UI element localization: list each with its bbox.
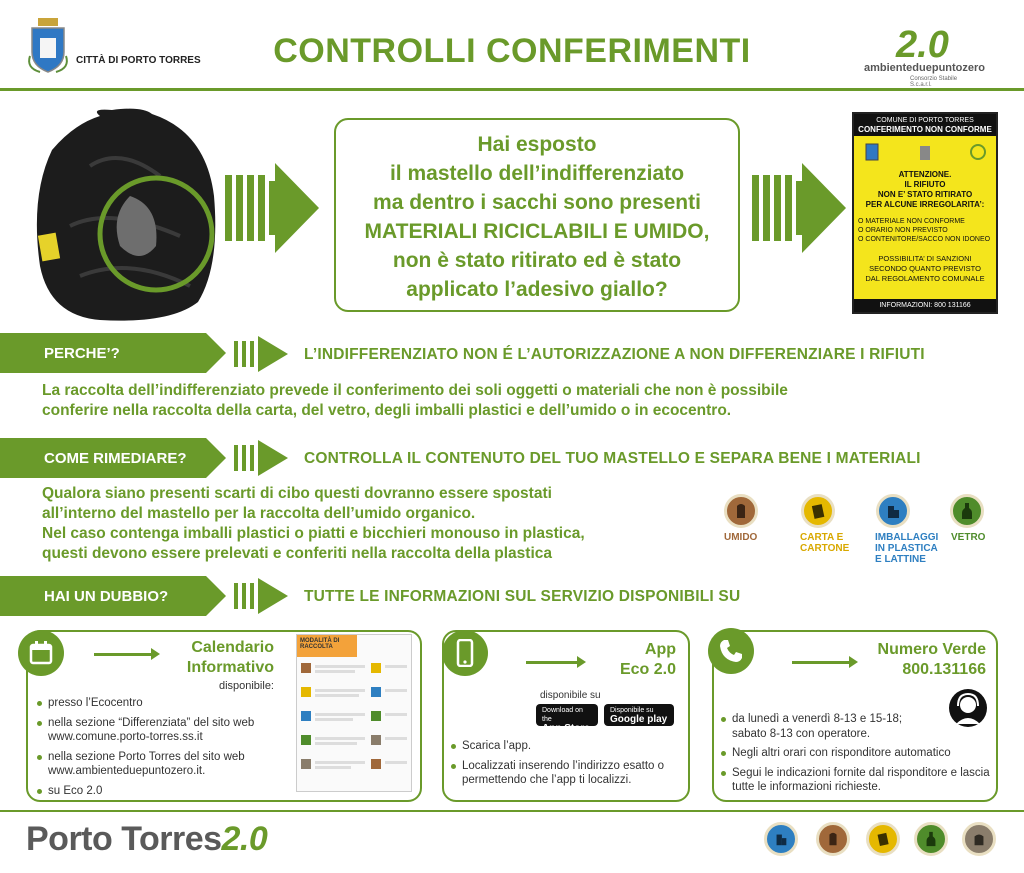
logo-icon (968, 142, 988, 162)
city-name: CITTÀ DI PORTO TORRES (76, 55, 201, 66)
card-arrow (94, 653, 152, 656)
google-play-button[interactable] (604, 704, 674, 726)
arrow-right-icon (258, 440, 288, 476)
sticker-option: O MATERIALE NON CONFORME (858, 218, 965, 225)
hero-line: MATERIALI RICICLABILI E UMIDO, (364, 220, 710, 243)
arrow-right-icon (258, 336, 288, 372)
list-item: Negli altri orari con risponditore automatico (720, 746, 990, 761)
sticker-header (854, 114, 996, 136)
card-title-calendario (168, 638, 274, 678)
arrow-right-icon (269, 163, 319, 253)
brand-sub: Consorzio Stabile S.c.a.r.l. (910, 76, 958, 88)
brand-logo (860, 24, 986, 88)
card-title-numero (860, 640, 986, 680)
bin-icon (915, 142, 935, 162)
hero-line: ma dentro i sacchi sono presenti (373, 191, 701, 214)
sticker-logos (862, 140, 988, 164)
footer-plastica-icon (764, 822, 798, 856)
bin-label-vetro: VETRO (951, 532, 986, 543)
yellow-sticker (852, 112, 998, 314)
sticker-line1: IL RIFIUTO (904, 180, 946, 189)
section-heading-dubbio: TUTTE LE INFORMAZIONI SUL SERVIZIO DISPONIBILI SU (304, 588, 741, 605)
sticker-line2: NON E’ STATO RITIRATO (877, 190, 973, 199)
sticker-sanction: DAL REGOLAMENTO COMUNALE (865, 274, 985, 283)
footer-brand (26, 820, 267, 859)
section-text-perche (42, 381, 788, 421)
section-label-perche: PERCHE’? (0, 333, 206, 373)
title-line: 800.131166 (902, 661, 986, 678)
footer-brand-text: Porto Torres (26, 820, 222, 858)
footer-umido-icon (816, 822, 850, 856)
hero-line: Hai esposto (477, 133, 597, 156)
vetro-bin-icon (950, 494, 984, 528)
appstore-label: App Store (542, 723, 590, 734)
arrow-right-icon (796, 163, 846, 253)
footer-secco-icon (962, 822, 996, 856)
sticker-header2: CONFERIMENTO NON CONFORME (858, 125, 992, 134)
text-line: La raccolta dell’indifferenziato prevede il conferimento dei soli oggetti o materiali che non è possibile (42, 382, 788, 399)
list-item: nella sezione Porto Torres del sito web www.ambienteduepuntozero.it. (36, 750, 286, 779)
footer-vetro-icon (914, 822, 948, 856)
list-item: Localizzati inserendo l’indirizzo esatto o permettendo che l’app ti localizzi. (450, 759, 682, 788)
appstore-small: Download on the (542, 707, 583, 723)
hero-line: non è stato ritirato ed è stato (392, 249, 682, 272)
bin-label-carta: CARTA E CARTONE (800, 532, 850, 554)
hero-message-box (334, 118, 740, 312)
section-label-dubbio: HAI UN DUBBIO? (0, 576, 206, 616)
arrow-right-icon (258, 578, 288, 614)
footer-carta-icon (866, 822, 900, 856)
card-subtitle-calendario: disponibile: (218, 680, 274, 692)
sticker-sanction: SECONDO QUANTO PREVISTO (869, 264, 981, 273)
garbage-bag-image (30, 106, 218, 324)
googleplay-label: Google play (610, 714, 668, 725)
section-text-rimediare (42, 484, 585, 564)
list-item: nella sezione “Differenziata” del sito web www.comune.porto-torres.ss.it (36, 716, 286, 745)
numero-list (720, 712, 990, 800)
sticker-header1: COMUNE DI PORTO TORRES (876, 117, 974, 124)
hero-line: il mastello dell’indifferenziato (389, 162, 685, 185)
calendar-icon (18, 630, 64, 676)
sticker-sanction: POSSIBILITA’ DI SANZIONI (878, 254, 972, 263)
list-item: Scarica l’app. (450, 739, 682, 754)
app-available-label: disponibile su (540, 690, 601, 701)
hero-message (336, 130, 738, 304)
sticker-option: O CONTENITORE/SACCO NON IDONEO (858, 236, 991, 243)
title-line: Eco 2.0 (619, 661, 676, 678)
section-heading-rimediare: CONTROLLA IL CONTENUTO DEL TUO MASTELLO E SEPARA BENE I MATERIALI (304, 450, 921, 467)
sticker-line3: PER ALCUNE IRREGOLARITA’: (865, 200, 985, 209)
text-line: Nel caso contenga imballi plastici o piatti e bicchieri monouso in plastica, (42, 525, 585, 542)
bin-label-umido: UMIDO (724, 532, 758, 543)
list-item: da lunedì a venerdì 8-13 e 15-18; sabato 8-13 con operatore. (720, 712, 930, 741)
section-label-rimediare: COME RIMEDIARE? (0, 438, 206, 478)
plastica-bin-icon (876, 494, 910, 528)
sticker-info: INFORMAZIONI: 800 131166 (854, 299, 996, 312)
googleplay-small: Disponibile su (610, 707, 654, 714)
app-store-button[interactable] (536, 704, 598, 734)
list-item: su Eco 2.0 (36, 784, 286, 799)
calendario-list (36, 696, 286, 803)
card-arrow (526, 661, 578, 664)
text-line: all’interno del mastello per la raccolta dell’umido organico. (42, 505, 476, 522)
section-arrow (234, 578, 288, 614)
smartphone-icon (442, 630, 488, 676)
title-line: Calendario (191, 639, 274, 656)
footer-brand-suffix: 2.0 (221, 820, 268, 858)
title-line: App (644, 641, 676, 658)
phone-icon (708, 628, 754, 674)
umido-bin-icon (724, 494, 758, 528)
section-arrow (234, 440, 288, 476)
hero-arrow-left (225, 163, 319, 253)
list-item: Segui le indicazioni fornite dal risponditore e lascia tutte le informazioni richieste. (720, 766, 990, 795)
carta-bin-icon (801, 494, 835, 528)
flyer-rows-icon (297, 657, 412, 792)
title-line: Numero Verde (877, 641, 986, 658)
hero-arrow-right (752, 163, 846, 253)
text-line: Qualora siano presenti scarti di cibo questi dovranno essere spostati (42, 485, 552, 502)
brand-name: ambienteduepuntozero (864, 62, 986, 74)
shield-icon (862, 142, 882, 162)
hero-line: applicato l’adesivo giallo? (406, 278, 668, 301)
app-list (450, 739, 682, 793)
section-heading-perche: L’INDIFFERENZIATO NON É L’AUTORIZZAZIONE A NON DIFFERENZIARE I RIFIUTI (304, 346, 925, 363)
section-arrow (234, 336, 288, 372)
text-line: questi devono essere prelevati e conferiti nella raccolta della plastica (42, 545, 552, 562)
footer-rule (0, 810, 1024, 812)
title-line: Informativo (186, 659, 274, 676)
page-title: CONTROLLI CONFERIMENTI (273, 32, 751, 70)
calendar-flyer-thumbnail (296, 634, 412, 792)
header-rule (0, 88, 1024, 91)
brand-logo-mark: 2.0 (896, 24, 949, 66)
bin-label-plastica: IMBALLAGGI IN PLASTICA E LATTINE (875, 532, 939, 565)
text-line: conferire nella raccolta della carta, del vetro, degli imballi plastici e dell’umido o in ecocentro. (42, 402, 732, 419)
sticker-option: O ORARIO NON PREVISTO (858, 227, 948, 234)
card-arrow (792, 661, 850, 664)
list-item: presso l’Ecocentro (36, 696, 286, 711)
card-title-app (590, 640, 676, 680)
flyer-title: MODALITÀ DI RACCOLTA (297, 635, 357, 657)
sticker-attention: ATTENZIONE. (898, 170, 952, 179)
